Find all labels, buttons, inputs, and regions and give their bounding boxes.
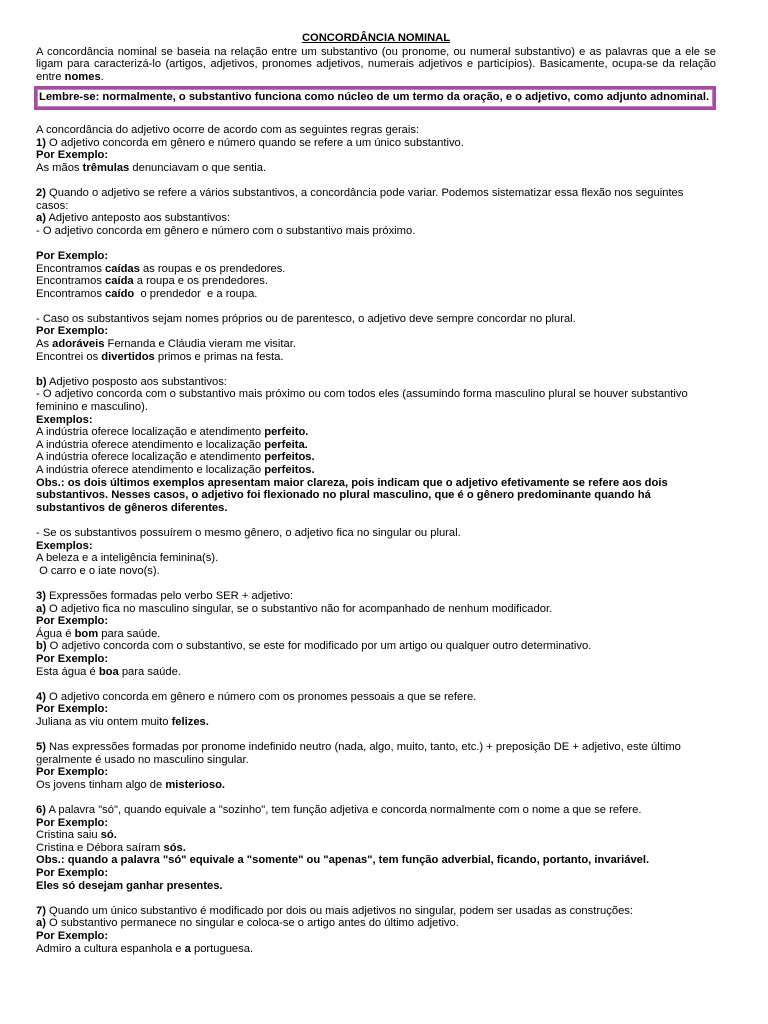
text-line [36, 628, 716, 641]
text-run: a) [36, 212, 46, 225]
text-run: para saúde. [118, 665, 181, 678]
text-run: Exemplos: [36, 539, 93, 552]
text-run: A concordância nominal se baseia na relação entre um substantivo (ou pronome, ou numeral substantivo) e as palavras que a ele se ligam para caracterizá-lo (artigos, adjetivos, pronomes adjetivos, numerais adjetivos e particípios). Basicamente, ocupa-se da relação entre [36, 45, 716, 83]
text-run: O substantivo permanece no singular e coloca-se o artigo antes do último adjetivo. [45, 917, 459, 930]
text-run: As [36, 338, 53, 351]
text-run: O carro e o iate novo(s). [36, 564, 160, 577]
text-line [36, 905, 716, 918]
text-line [36, 615, 716, 628]
text-run: divertidos [101, 350, 155, 363]
text-run: Por Exemplo: [36, 149, 109, 162]
text-line [36, 930, 716, 943]
text-line [36, 552, 716, 565]
text-run: perfeito. [264, 426, 309, 439]
text-line [36, 414, 716, 427]
text-line [36, 351, 716, 364]
text-line [36, 666, 716, 679]
text-run: A indústria oferece atendimento e localização [36, 464, 265, 476]
text-run: Por Exemplo: [36, 652, 109, 665]
text-line [36, 225, 716, 238]
text-run: denunciavam o que sentia. [129, 161, 267, 174]
text-run: o prendedor e a roupa. [134, 287, 258, 300]
text-run: - O adjetivo concorda em gênero e número com o substantivo mais próximo. [36, 224, 416, 237]
text-run: bom [74, 627, 99, 640]
text-run: Por Exemplo: [36, 766, 109, 779]
text-run: a) [36, 602, 46, 615]
text-run: perfeita. [264, 438, 308, 451]
text-run: Juliana as viu ontem muito [36, 715, 172, 728]
text-line [36, 187, 716, 212]
text-line [36, 388, 716, 413]
text-run: O adjetivo concorda em gênero e número com os pronomes pessoais a que se refere. [45, 690, 477, 703]
text-run: sós. [163, 841, 186, 854]
text-line [36, 779, 716, 792]
text-run: A indústria oferece localização e atendimento [36, 426, 265, 439]
text-line [36, 288, 716, 301]
text-line [36, 212, 716, 225]
text-run: 1) [36, 136, 46, 149]
blank-line [36, 678, 716, 691]
text-run: perfeitos. [264, 464, 315, 476]
text-line [36, 854, 716, 867]
text-run: adoráveis [52, 338, 105, 351]
text-run: Cristina saiu [36, 829, 101, 842]
text-run: O adjetivo fica no masculino singular, se o substantivo não for acompanhado de nenhum modificador. [45, 602, 553, 615]
text-line [36, 741, 716, 766]
blank-line [36, 892, 716, 905]
text-run: caídas [105, 262, 140, 275]
document-page [36, 32, 716, 955]
text-line [36, 439, 716, 452]
text-line [36, 313, 716, 326]
text-run: 2) [36, 186, 46, 199]
text-line [36, 943, 716, 956]
text-run: só. [100, 829, 117, 842]
text-line [36, 464, 716, 477]
text-line [36, 880, 716, 893]
text-run: - Caso os substantivos sejam nomes próprios ou de parentesco, o adjetivo deve sempre concordar no plural. [36, 312, 576, 325]
text-line [36, 263, 716, 276]
text-line [36, 565, 716, 578]
text-line [36, 691, 716, 704]
blank-line [36, 300, 716, 313]
text-run: perfeitos. [264, 451, 315, 464]
text-run: Adjetivo posposto aos substantivos: [46, 375, 227, 388]
text-run: b) [36, 375, 47, 388]
text-run: Água é [36, 627, 75, 640]
text-line [36, 842, 716, 855]
text-line [36, 817, 716, 830]
text-run: A indústria oferece atendimento e localização [36, 438, 265, 451]
text-line [36, 451, 716, 464]
text-run: Encontramos [36, 275, 106, 288]
text-run: Eles só desejam ganhar presentes. [36, 879, 223, 892]
text-run: 5) [36, 741, 46, 754]
text-line [36, 376, 716, 389]
blank-line [36, 363, 716, 376]
text-run: Encontrei os [36, 350, 102, 363]
text-line [36, 653, 716, 666]
text-run: Por Exemplo: [36, 249, 109, 262]
text-run: A beleza e a inteligência feminina(s). [36, 552, 219, 565]
text-line [36, 426, 716, 439]
text-run: Quando o adjetivo se refere a vários substantivos, a concordância pode variar. Podemos sistematizar essa flexão nos seguintes casos: [36, 186, 687, 212]
text-line [36, 917, 716, 930]
text-run: a roupa e os prendedores. [133, 275, 268, 288]
text-run: Por Exemplo: [36, 325, 109, 338]
text-run: 6) [36, 804, 46, 817]
text-run: nomes [64, 70, 101, 83]
text-run: - Se os substantivos possuírem o mesmo gênero, o adjetivo fica no singular ou plural. [36, 526, 461, 539]
blank-line [36, 728, 716, 741]
text-run: Por Exemplo: [36, 615, 109, 628]
text-run: Por Exemplo: [36, 867, 109, 879]
text-line [36, 716, 716, 729]
document-body [36, 124, 716, 955]
document-title: CONCORDÂNCIA NOMINAL [301, 32, 451, 44]
text-line [36, 338, 716, 351]
text-run: A concordância do adjetivo ocorre de acordo com as seguintes regras gerais: [36, 123, 420, 136]
text-line [36, 703, 716, 716]
text-run: caído [105, 287, 135, 300]
text-run: 4) [36, 690, 46, 703]
text-run: trêmulas [82, 161, 130, 174]
text-run: felizes. [171, 715, 209, 728]
text-run: as roupas e os prendedores. [139, 262, 286, 275]
text-run: A indústria oferece localização e atendimento [36, 451, 265, 464]
text-line [36, 477, 716, 515]
text-line [36, 124, 716, 137]
text-line [36, 325, 716, 338]
text-run: Fernanda e Cláudia vieram me visitar. [104, 338, 296, 351]
text-line [36, 590, 716, 603]
text-run: 7) [36, 904, 46, 917]
text-line [36, 603, 716, 616]
text-run: boa [98, 665, 119, 678]
text-run: Admiro a cultura espanhola e [36, 942, 185, 955]
text-line [36, 275, 716, 288]
text-run: As mãos [36, 161, 83, 174]
text-run: A palavra "só", quando equivale a "sozinho", tem função adjetiva e concorda normalmente com o nome a que se refere. [45, 804, 642, 817]
text-line [36, 162, 716, 175]
text-line [36, 829, 716, 842]
text-line [36, 640, 716, 653]
text-run: caída [105, 275, 134, 288]
text-line [36, 540, 716, 553]
text-run: portuguesa. [190, 942, 254, 955]
text-run: Esta água é [36, 665, 99, 678]
text-run: O adjetivo concorda com o substantivo, se este for modificado por um artigo ou qualquer outro determinativo. [46, 640, 592, 653]
blank-line [36, 791, 716, 804]
blank-line [36, 514, 716, 527]
text-line [36, 804, 716, 817]
blank-line [36, 174, 716, 187]
text-run: Obs.: quando a palavra "só" equivale a "somente" ou "apenas", tem função adverbial, ficando, portanto, invariável. [36, 854, 650, 867]
text-line [36, 766, 716, 779]
text-run: Adjetivo anteposto aos substantivos: [45, 212, 231, 225]
text-run: a) [36, 917, 46, 930]
text-line [36, 527, 716, 540]
text-run: Nas expressões formadas por pronome indefinido neutro (nada, algo, muito, tanto, etc.) + preposição DE + adjetivo, este último geralmente é usado no masculino singular. [36, 741, 684, 766]
text-run: Obs.: os dois últimos exemplos apresentam maior clareza, pois indicam que o adjetivo efetivamente se refere aos dois substantivos. Nesses casos, o adjetivo foi flexionado no plural masculino, que é o gênero predominante quando há substantivos de gêneros diferentes. [36, 476, 671, 514]
text-run: . [100, 70, 104, 83]
text-line [36, 867, 716, 880]
text-run: a [184, 942, 191, 955]
intro-paragraph [36, 46, 716, 84]
text-run: Os jovens tinham algo de [36, 778, 166, 791]
text-line [36, 137, 716, 150]
text-run: primos e primas na festa. [154, 350, 284, 363]
text-run: 3) [36, 589, 46, 602]
text-run: para saúde. [98, 627, 161, 640]
blank-line [36, 237, 716, 250]
text-line [36, 149, 716, 162]
text-run: - O adjetivo concorda com o substantivo mais próximo ou com todos eles (assumindo forma masculino plural se houver substantivo feminino e masculino). [36, 388, 691, 414]
text-run: Expressões formadas pelo verbo SER + adjetivo: [45, 589, 294, 602]
text-run: Por Exemplo: [36, 929, 109, 942]
text-run: Cristina e Débora saíram [36, 841, 164, 854]
text-line [36, 250, 716, 263]
text-run: misterioso. [165, 778, 226, 791]
reminder-box: Lembre-se: normalmente, o substantivo funciona como núcleo de um termo da oração, e o adjetivo, como adjunto adnominal. [34, 86, 716, 110]
text-run: O adjetivo concorda em gênero e número quando se refere a um único substantivo. [45, 136, 464, 149]
text-run: Por Exemplo: [36, 816, 109, 829]
text-run: Encontramos [36, 262, 106, 275]
text-run: Por Exemplo: [36, 703, 109, 716]
text-run: Quando um único substantivo é modificado por dois ou mais adjetivos no singular, podem ser usadas as construções: [45, 904, 634, 917]
text-run: Encontramos [36, 287, 106, 300]
blank-line [36, 577, 716, 590]
text-run: b) [36, 640, 47, 653]
text-run: Exemplos: [36, 413, 93, 426]
